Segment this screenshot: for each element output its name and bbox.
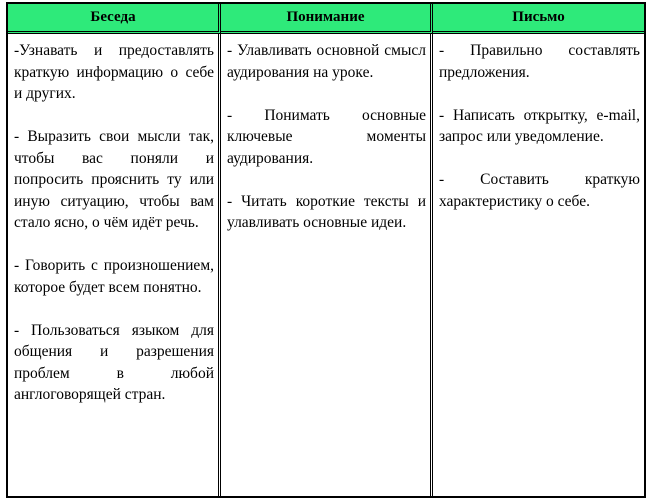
header-conversation: Беседа [8, 4, 221, 34]
column-writing [433, 34, 644, 496]
skills-table [6, 2, 646, 498]
writing-item: - Написать открытку, e-mail, запрос или уведомление. [439, 106, 640, 145]
conversation-item: - Говорить с произношением, которое будет всем понятно. [14, 257, 214, 296]
conversation-item: -Узнавать и предоставлять краткую информацию о себе и других. [14, 42, 214, 102]
column-conversation [8, 34, 221, 496]
comprehension-item: - Читать короткие тексты и улавливать основные идеи. [227, 192, 426, 231]
conversation-item: - Пользоваться языком для общения и разрешения проблем в любой англоговорящей стран. [14, 321, 214, 403]
comprehension-item: - Понимать основные ключевые моменты аудирования. [227, 106, 426, 167]
column-comprehension [221, 34, 433, 496]
writing-item: - Составить краткую характеристику о себе. [439, 171, 640, 210]
header-writing: Письмо [433, 4, 644, 34]
comprehension-item: - Улавливать основной смысл аудирования на уроке. [227, 42, 426, 81]
writing-item: - Правильно составлять предложения. [439, 42, 640, 81]
header-comprehension: Понимание [221, 4, 433, 34]
conversation-item: - Выразить свои мысли так, чтобы вас поняли и попросить прояснить ту или иную ситуацию, чтобы вам стало ясно, о чём идёт речь. [14, 128, 214, 231]
